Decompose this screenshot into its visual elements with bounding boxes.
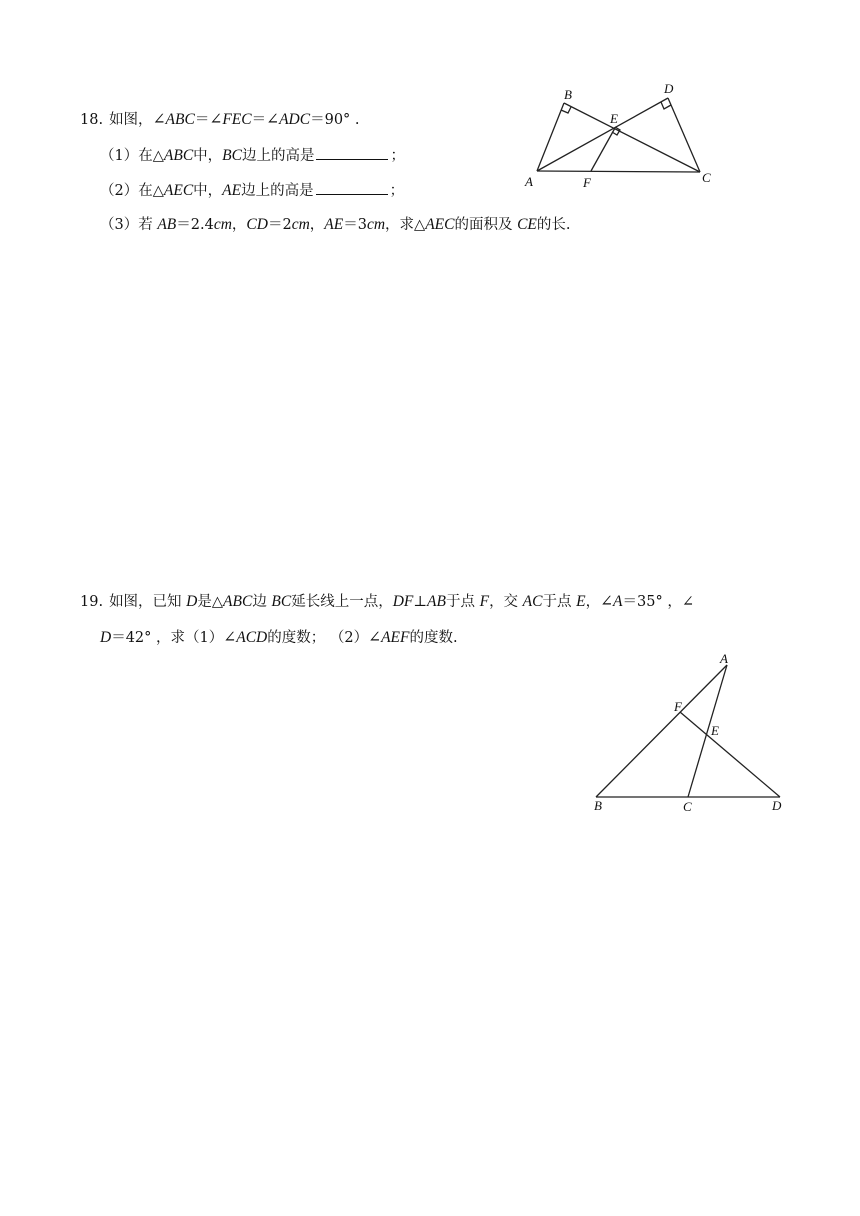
segment-fd [680,712,780,797]
q18-label-b: B [564,87,572,102]
q18-label-e: E [610,111,618,126]
segment-ac [537,171,700,172]
q19-label-b: B [594,798,602,813]
q18-label-c: C [702,170,711,185]
right-angle-mark-b [561,107,571,113]
q18-label-f: F [583,175,591,190]
answer-blank-1[interactable] [316,145,388,160]
right-angle-mark-e [612,127,620,135]
segment-fe [591,128,615,171]
q19-label-f: F [674,699,682,714]
q19-label-c: C [683,799,692,814]
q19-line1: 19. 如图，已知 D是△ABC边 BC延长线上一点，DF⊥AB于点 F，交 AC于点 E，∠A＝35° ，∠ [80,593,694,610]
q18-label-d: D [664,81,674,96]
segment-ab [537,103,564,171]
q18-part1: （1）在△ABC中，BC边上的高是 ； [100,147,405,164]
q19-label-a: A [720,651,728,666]
q19-label-e: E [711,723,719,738]
angle-fec: ∠FEC [209,111,252,128]
segment-ba [596,665,727,797]
right-angle-mark-d [661,102,671,109]
question-number: 19. [80,594,104,610]
q18-stem: 18. 如图，∠ABC＝∠FEC＝∠ADC＝90° . [80,111,360,128]
q18-part2: （2）在△AEC中，AE边上的高是 ； [100,182,405,199]
segment-dc [668,98,700,172]
q18-label-a: A [525,174,533,189]
angle-adc: ∠ADC [266,111,311,128]
question-number: 18. [80,112,104,128]
angle-abc: ∠ABC [152,111,195,128]
q18-part3: （3）若 AB＝2.4cm，CD＝2cm，AE＝3cm，求△AEC的面积及 CE的长. [100,216,571,233]
segment-bc [564,103,700,172]
q19-line2: D＝42° ，求（1）∠ACD的度数； （2）∠AEF的度数. [100,629,458,646]
segment-ad [537,98,668,171]
segment-ac [688,665,727,797]
q19-label-d: D [772,798,782,813]
answer-blank-2[interactable] [316,180,388,195]
